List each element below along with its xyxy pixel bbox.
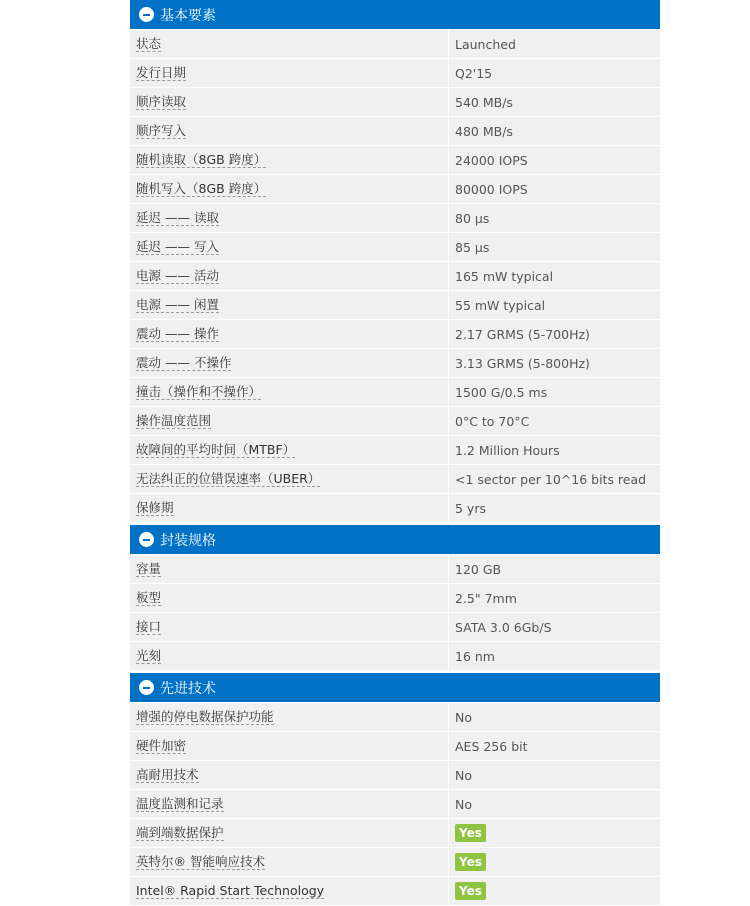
spec-label[interactable]: 震动 —— 操作: [136, 326, 219, 341]
section-title: 封装规格: [160, 532, 216, 549]
spec-value: Q2'15: [455, 65, 493, 81]
spec-value: SATA 3.0 6Gb/S: [455, 619, 552, 635]
spec-value-cell: [449, 146, 660, 174]
spec-value: 80000 IOPS: [455, 181, 528, 197]
minus-circle-icon[interactable]: [139, 532, 154, 547]
spec-label-cell: [130, 642, 448, 670]
spec-value-cell: [449, 175, 660, 203]
spec-label[interactable]: 接口: [136, 619, 162, 634]
spec-value: 480 MB/s: [455, 123, 513, 139]
spec-value-cell: [449, 117, 660, 145]
spec-label[interactable]: 故障间的平均时间（MTBF）: [136, 442, 296, 457]
spec-label-cell: [130, 30, 448, 58]
spec-row: [130, 204, 660, 232]
spec-label-cell: [130, 877, 448, 905]
spec-value: 165 mW typical: [455, 268, 554, 284]
spec-value-cell: [449, 761, 660, 789]
section-header[interactable]: [130, 525, 660, 554]
spec-value: 120 GB: [455, 561, 502, 577]
spec-label[interactable]: 操作温度范围: [136, 413, 212, 428]
spec-label-cell: [130, 117, 448, 145]
spec-label-cell: [130, 88, 448, 116]
spec-label-cell: [130, 407, 448, 435]
spec-label[interactable]: Intel® Rapid Start Technology: [136, 883, 325, 898]
spec-value-cell: [449, 642, 660, 670]
spec-value-cell: [449, 30, 660, 58]
spec-label[interactable]: 保修期: [136, 500, 174, 515]
spec-value: 5 yrs: [455, 500, 486, 516]
spec-value: 1500 G/0.5 ms: [455, 384, 548, 400]
spec-value: Launched: [455, 36, 516, 52]
yes-badge: Yes: [455, 882, 486, 900]
spec-label-cell: [130, 732, 448, 760]
spec-value: 0°C to 70°C: [455, 413, 530, 429]
spec-row: [130, 117, 660, 145]
section-header[interactable]: [130, 0, 660, 29]
spec-row: [130, 59, 660, 87]
spec-label[interactable]: 顺序读取: [136, 94, 187, 109]
spec-row: [130, 436, 660, 464]
spec-value-cell: [449, 877, 660, 905]
spec-label[interactable]: 延迟 —— 写入: [136, 239, 219, 254]
spec-value: 85 µs: [455, 239, 490, 255]
spec-label[interactable]: 撞击（操作和不操作）: [136, 384, 262, 399]
spec-row: [130, 233, 660, 261]
spec-value: 24000 IOPS: [455, 152, 528, 168]
spec-value: 2.5" 7mm: [455, 590, 517, 606]
spec-value: 55 mW typical: [455, 297, 546, 313]
spec-value-cell: [449, 204, 660, 232]
spec-value-cell: [449, 584, 660, 612]
spec-value-cell: [449, 790, 660, 818]
spec-value: No: [455, 796, 472, 812]
spec-row: [130, 465, 660, 493]
spec-value: 1.2 Million Hours: [455, 442, 560, 458]
spec-value-cell: [449, 819, 660, 847]
spec-label[interactable]: 高耐用技术: [136, 767, 199, 782]
yes-badge: Yes: [455, 824, 486, 842]
spec-value-cell: [449, 703, 660, 731]
spec-label-cell: [130, 320, 448, 348]
spec-label[interactable]: 无法纠正的位错误速率（UBER）: [136, 471, 321, 486]
spec-value: 80 µs: [455, 210, 490, 226]
spec-value-cell: [449, 465, 660, 493]
spec-label[interactable]: 状态: [136, 36, 162, 51]
spec-label[interactable]: 温度监测和记录: [136, 796, 224, 811]
spec-label-cell: [130, 555, 448, 583]
spec-label-cell: [130, 790, 448, 818]
spec-row: [130, 732, 660, 760]
spec-label[interactable]: 英特尔® 智能响应技术: [136, 854, 265, 869]
spec-label-cell: [130, 584, 448, 612]
section-title: 先进技术: [160, 680, 216, 697]
spec-label-cell: [130, 378, 448, 406]
spec-value-cell: [449, 349, 660, 377]
spec-row: [130, 175, 660, 203]
spec-row: [130, 790, 660, 818]
spec-value-cell: [449, 378, 660, 406]
spec-label-cell: [130, 494, 448, 522]
spec-label-cell: [130, 59, 448, 87]
spec-label[interactable]: 容量: [136, 561, 162, 576]
spec-label-cell: [130, 349, 448, 377]
spec-label[interactable]: 震动 —— 不操作: [136, 355, 232, 370]
spec-value-cell: [449, 262, 660, 290]
spec-row: [130, 848, 660, 876]
spec-value-cell: [449, 494, 660, 522]
spec-row: [130, 407, 660, 435]
spec-label[interactable]: 随机写入（8GB 跨度）: [136, 181, 267, 196]
spec-label[interactable]: 光刻: [136, 648, 162, 663]
spec-label-cell: [130, 819, 448, 847]
spec-label[interactable]: 板型: [136, 590, 162, 605]
spec-label[interactable]: 延迟 —— 读取: [136, 210, 219, 225]
spec-row: [130, 703, 660, 731]
spec-row: [130, 146, 660, 174]
spec-value-cell: [449, 233, 660, 261]
spec-value: 540 MB/s: [455, 94, 513, 110]
spec-value-cell: [449, 436, 660, 464]
spec-value-cell: [449, 59, 660, 87]
spec-label[interactable]: 顺序写入: [136, 123, 187, 138]
spec-row: [130, 30, 660, 58]
spec-row: [130, 262, 660, 290]
spec-label[interactable]: 电源 —— 活动: [136, 268, 219, 283]
spec-row: [130, 494, 660, 522]
spec-value: AES 256 bit: [455, 738, 528, 754]
spec-value-cell: [449, 613, 660, 641]
spec-label-cell: [130, 848, 448, 876]
spec-row: [130, 320, 660, 348]
spec-row: [130, 642, 660, 670]
spec-row: [130, 349, 660, 377]
spec-value-cell: [449, 555, 660, 583]
spec-row: [130, 378, 660, 406]
spec-label[interactable]: 增强的停电数据保护功能: [136, 709, 274, 724]
spec-value: 2.17 GRMS (5-700Hz): [455, 326, 590, 342]
spec-label-cell: [130, 291, 448, 319]
spec-row: [130, 877, 660, 905]
spec-row: [130, 88, 660, 116]
spec-table: [130, 0, 660, 906]
spec-label-cell: [130, 703, 448, 731]
spec-label[interactable]: 发行日期: [136, 65, 187, 80]
section-title: 基本要素: [160, 7, 216, 24]
spec-value: 16 nm: [455, 648, 495, 664]
spec-row: [130, 819, 660, 847]
spec-row: [130, 584, 660, 612]
spec-label[interactable]: 硬件加密: [136, 738, 187, 753]
spec-value: No: [455, 709, 472, 725]
spec-label-cell: [130, 204, 448, 232]
spec-label-cell: [130, 175, 448, 203]
spec-value-cell: [449, 848, 660, 876]
spec-value: <1 sector per 10^16 bits read: [455, 471, 647, 487]
spec-value-cell: [449, 88, 660, 116]
spec-value-cell: [449, 291, 660, 319]
section-header[interactable]: [130, 673, 660, 702]
yes-badge: Yes: [455, 853, 486, 871]
spec-row: [130, 291, 660, 319]
spec-label[interactable]: 电源 —— 闲置: [136, 297, 219, 312]
spec-value-cell: [449, 320, 660, 348]
spec-row: [130, 613, 660, 641]
spec-label[interactable]: 随机读取（8GB 跨度）: [136, 152, 267, 167]
minus-circle-icon[interactable]: [139, 680, 154, 695]
spec-row: [130, 761, 660, 789]
spec-value: 3.13 GRMS (5-800Hz): [455, 355, 590, 371]
spec-label-cell: [130, 146, 448, 174]
spec-label-cell: [130, 465, 448, 493]
spec-row: [130, 555, 660, 583]
spec-value-cell: [449, 732, 660, 760]
spec-label[interactable]: 端到端数据保护: [136, 825, 224, 840]
spec-value-cell: [449, 407, 660, 435]
spec-label-cell: [130, 233, 448, 261]
spec-label-cell: [130, 761, 448, 789]
minus-circle-icon[interactable]: [139, 7, 154, 22]
spec-label-cell: [130, 613, 448, 641]
spec-value: No: [455, 767, 472, 783]
spec-label-cell: [130, 262, 448, 290]
spec-label-cell: [130, 436, 448, 464]
